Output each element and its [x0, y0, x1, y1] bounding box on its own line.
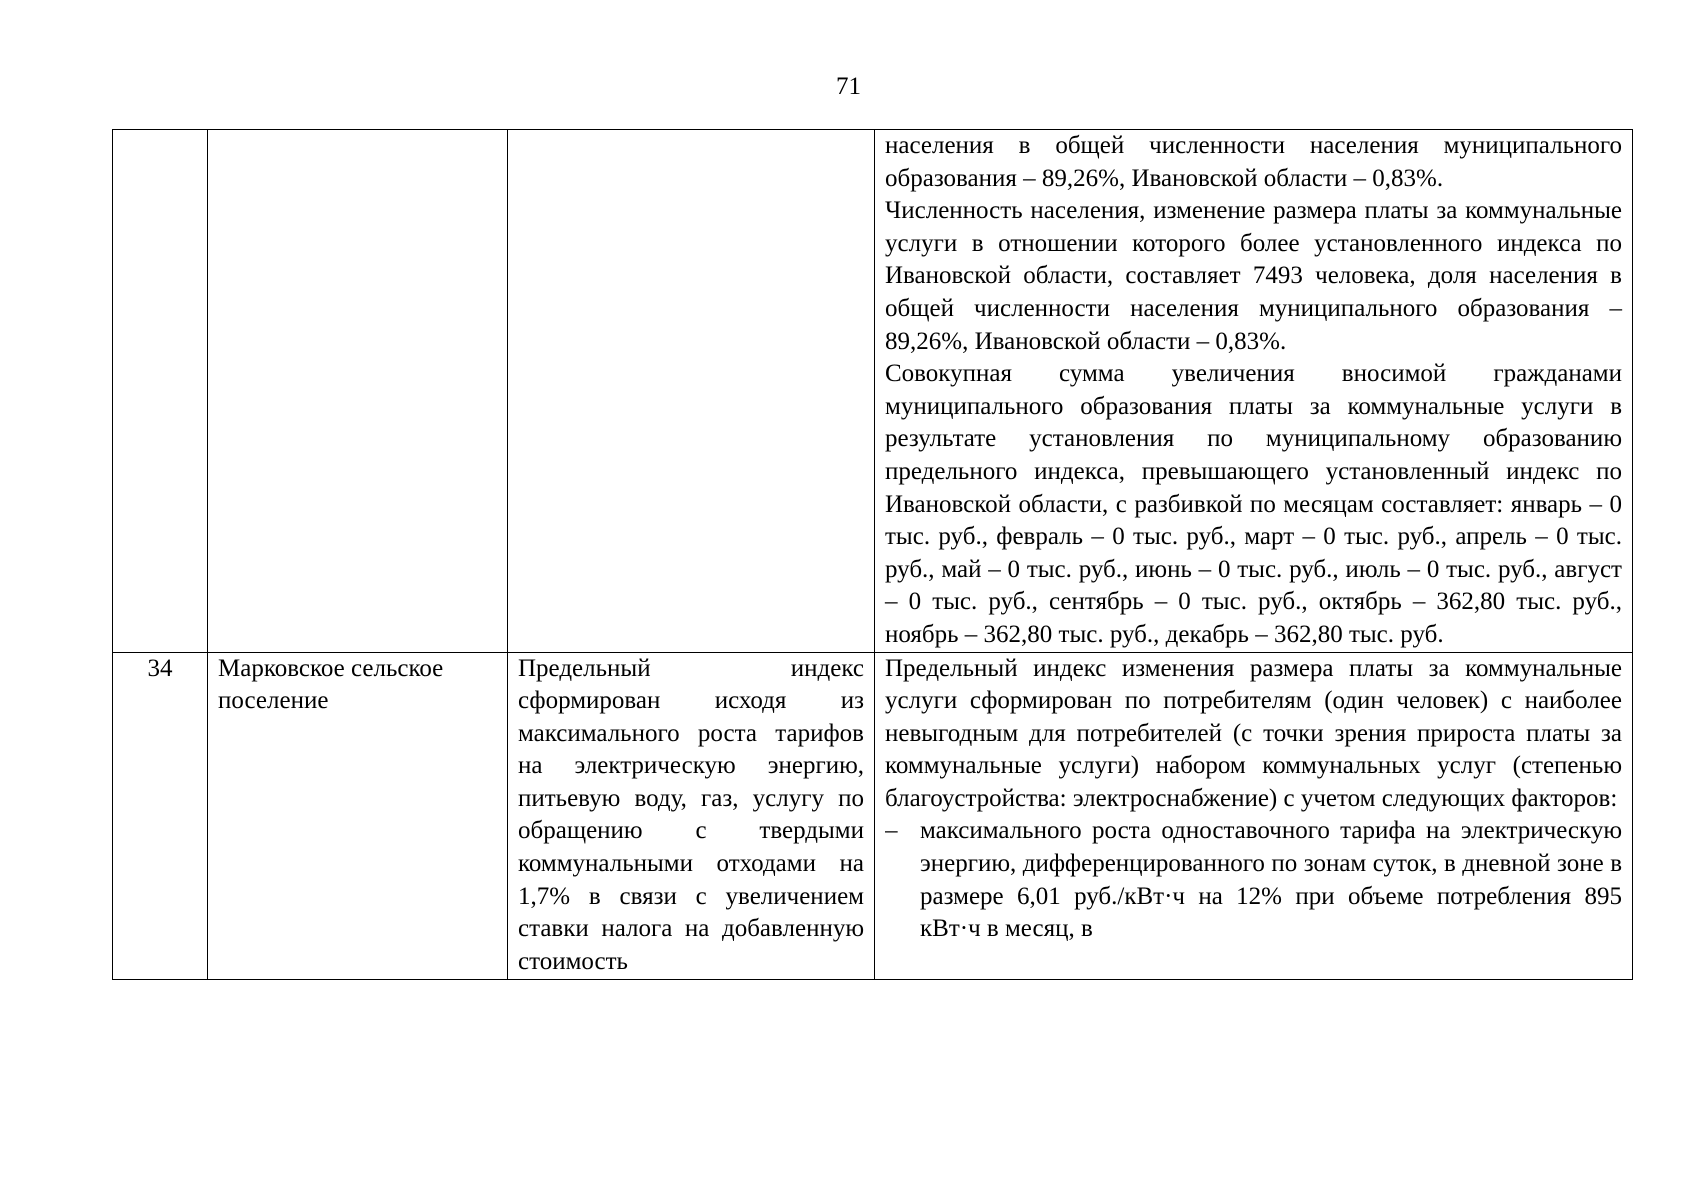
paragraph-population-count: Численность населения, изменение размера платы за коммунальные услуги в отношении которого более установленного индекса по Ивановской области, составляет 7493 человека, доля населения в общей численности населения муниципального образования – 89,26%, Ивановской области – 0,83%. — [885, 197, 1622, 355]
municipality-cell — [208, 652, 508, 979]
index-basis-cell-empty — [508, 130, 875, 653]
description-clip — [885, 653, 1622, 979]
description-intro: Предельный индекс изменения размера платы за коммунальные услуги сформирован по потребителям (один человек) с наиболее невыгодным для потребителей (с точки зрения прироста платы за коммунальные услуги) набором коммунальных услуг (степенью благоустройства: электроснабжение) с учетом следующих факторов: — [885, 654, 1622, 812]
table-row-34 — [113, 652, 1633, 979]
paragraph-population-share: населения в общей численности населения муниципального образования – 89,26%, Ивановской области – 0,83%. — [885, 132, 1622, 192]
paragraph-monthly-sum: Совокупная сумма увеличения вносимой гражданами муниципального образования платы за коммунальные услуги в результате установления по муниципальному образованию предельного индекса, превышающего установленный индекс по Ивановской области, с разбивкой по месяцам составляет: январь – 0 тыс. руб., февраль – 0 тыс. руб., март – 0 тыс. руб., апрель – 0 тыс. руб., май – 0 тыс. руб., июнь – 0 тыс. руб., июль – 0 тыс. руб., август – 0 тыс. руб., сентябрь – 0 тыс. руб., октябрь – 362,80 тыс. руб., ноябрь – 362,80 тыс. руб., декабрь – 362,80 тыс. руб. — [885, 360, 1622, 648]
table-row-continued — [113, 130, 1633, 653]
factor-item: – максимального роста одноставочного тарифа на электрическую энергию, дифференцированного по зонам суток, в дневной зоне в размере 6,01 руб./кВт·ч на 12% при объеме потребления 895 кВт·ч в месяц, в — [885, 815, 1622, 945]
description-cell-continued — [875, 130, 1633, 653]
description-cell — [875, 652, 1633, 979]
row-number-cell — [113, 652, 208, 979]
municipal-index-table — [112, 129, 1633, 980]
factors-list — [885, 815, 1622, 945]
index-basis-cell — [508, 652, 875, 979]
index-basis-text: Предельный индекс сформирован исходя из максимального роста тарифов на электрическую энергию, питьевую воду, газ, услугу по обращению с твердыми коммунальными отходами на 1,7% в связи с увеличением ставки налога на добавленную стоимость — [518, 654, 864, 975]
row-number: 34 — [147, 654, 173, 682]
number-cell-empty — [113, 130, 208, 653]
page-number: 71 — [836, 73, 861, 100]
municipality-name: Марковское сельское поселение — [218, 654, 444, 715]
municipality-cell-empty — [208, 130, 508, 653]
